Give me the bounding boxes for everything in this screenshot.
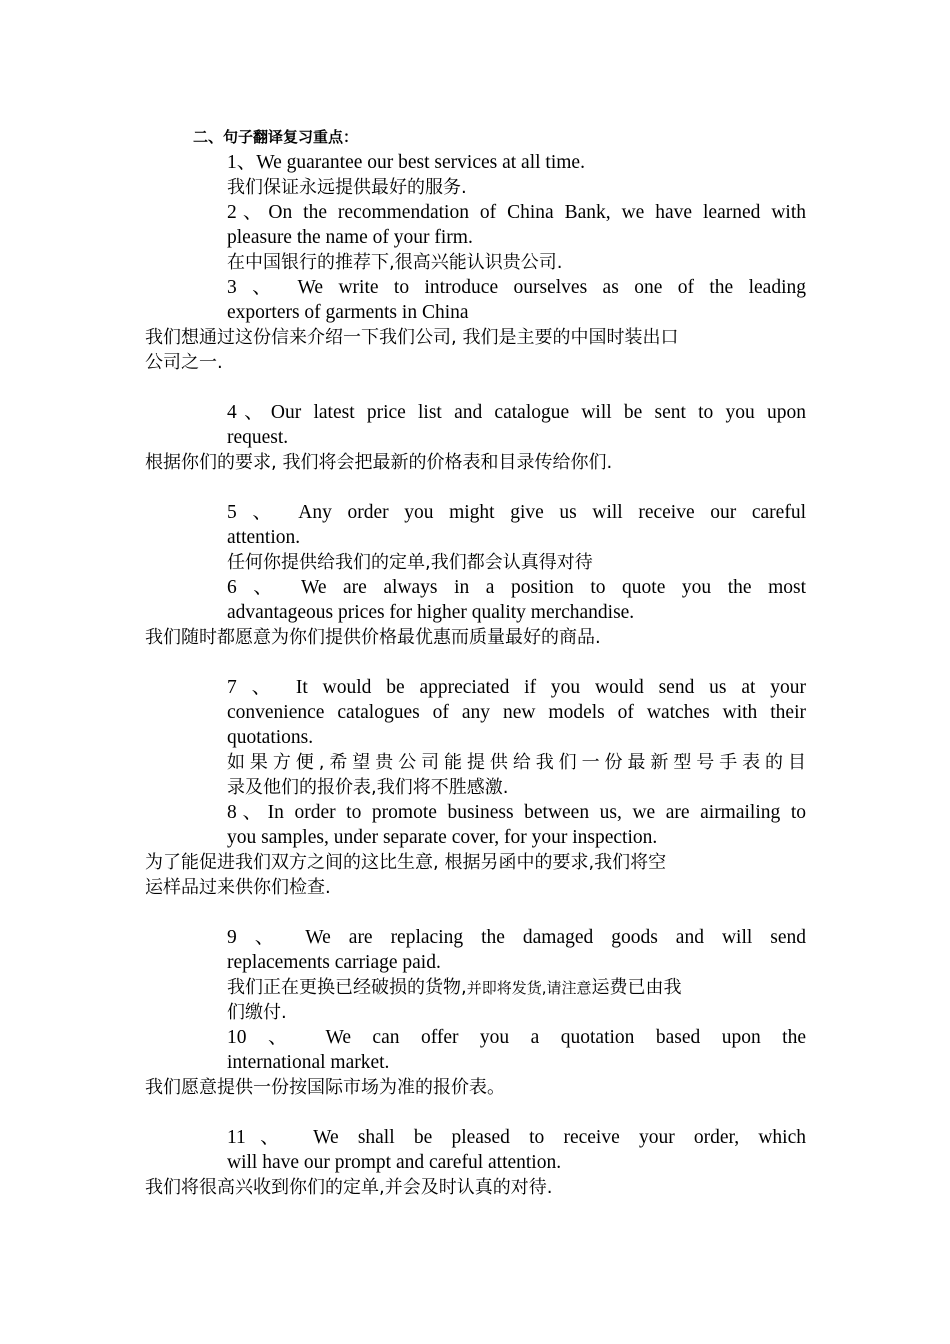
sentence-3-cn-line2: 公司之一. <box>145 352 223 373</box>
sentence-1-en: 1、We guarantee our best services at all time. <box>227 152 585 173</box>
sentence-9-en-line1: 9 、 We are replacing the damaged goods and will send <box>227 927 806 948</box>
sentence-4-en-line1: 4、Our latest price list and catalogue will be sent to you upon <box>227 402 806 423</box>
sentence-10-cn: 我们愿意提供一份按国际市场为准的报价表。 <box>145 1077 505 1098</box>
sentence-1-cn: 我们保证永远提供最好的服务. <box>227 177 467 198</box>
sentence-2-cn: 在中国银行的推荐下,很高兴能认识贵公司. <box>227 252 563 273</box>
sentence-8-cn-line1: 为了能促进我们双方之间的这比生意, 根据另函中的要求,我们将空 <box>145 852 667 873</box>
sentence-9-en-line2: replacements carriage paid. <box>227 952 441 973</box>
sentence-9-cn-part-c: 运费已由我 <box>591 977 682 998</box>
sentence-5-en-line2: attention. <box>227 527 301 548</box>
sentence-10-en-line1: 10 、 We can offer you a quotation based upon the <box>227 1027 806 1048</box>
sentence-8-en-line2: you samples, under separate cover, for your inspection. <box>227 827 658 848</box>
sentence-8-en-line1: 8、In order to promote business between us, we are airmailing to <box>227 802 806 823</box>
sentence-3-en-line2: exporters of garments in China <box>227 302 469 323</box>
sentence-2-en-line1: 2、On the recommendation of China Bank, we have learned with <box>227 202 806 223</box>
section-heading: 二、句子翻译复习重点： <box>193 128 359 146</box>
sentence-8-cn-line2: 运样品过来供你们检查. <box>145 877 331 898</box>
sentence-9-cn-line2: 们缴付. <box>227 1002 287 1023</box>
sentence-6-en-line1: 6 、 We are always in a position to quote you the most <box>227 577 806 598</box>
sentence-9-cn-line1 <box>227 975 682 1001</box>
sentence-7-cn-line2: 录及他们的报价表,我们将不胜感激. <box>227 777 509 798</box>
sentence-3-cn-line1: 我们想通过这份信来介绍一下我们公司, 我们是主要的中国时装出口 <box>145 327 679 348</box>
sentence-4-en-line2: request. <box>227 427 289 448</box>
sentence-7-en-line2: convenience catalogues of any new models of watches with their <box>227 702 806 723</box>
sentence-3-en-line1: 3 、 We write to introduce ourselves as one of the leading <box>227 277 806 298</box>
sentence-9-cn-part-a: 我们正在更换已经破损的货物, <box>227 977 467 998</box>
sentence-5-cn: 任何你提供给我们的定单,我们都会认真得对待 <box>227 552 593 573</box>
sentence-7-cn-line1: 如果方便,希望贵公司能提供给我们一份最新型号手表的目 <box>227 752 806 773</box>
sentence-11-en-line1: 11、 We shall be pleased to receive your order, which <box>227 1127 806 1148</box>
sentence-4-cn: 根据你们的要求, 我们将会把最新的价格表和目录传给你们. <box>145 452 613 473</box>
sentence-5-en-line1: 5 、 Any order you might give us will receive our careful <box>227 502 806 523</box>
sentence-7-en-line3: quotations. <box>227 727 314 748</box>
sentence-7-en-line1: 7 、 It would be appreciated if you would send us at your <box>227 677 806 698</box>
sentence-9-cn-part-b: 并即将发货,请注意 <box>466 979 592 997</box>
sentence-6-cn: 我们随时都愿意为你们提供价格最优惠而质量最好的商品. <box>145 627 601 648</box>
sentence-2-en-line2: pleasure the name of your firm. <box>227 227 473 248</box>
sentence-11-cn: 我们将很高兴收到你们的定单,并会及时认真的对待. <box>145 1177 553 1198</box>
sentence-10-en-line2: international market. <box>227 1052 390 1073</box>
sentence-11-en-line2: will have our prompt and careful attention. <box>227 1152 562 1173</box>
sentence-6-en-line2: advantageous prices for higher quality merchandise. <box>227 602 635 623</box>
